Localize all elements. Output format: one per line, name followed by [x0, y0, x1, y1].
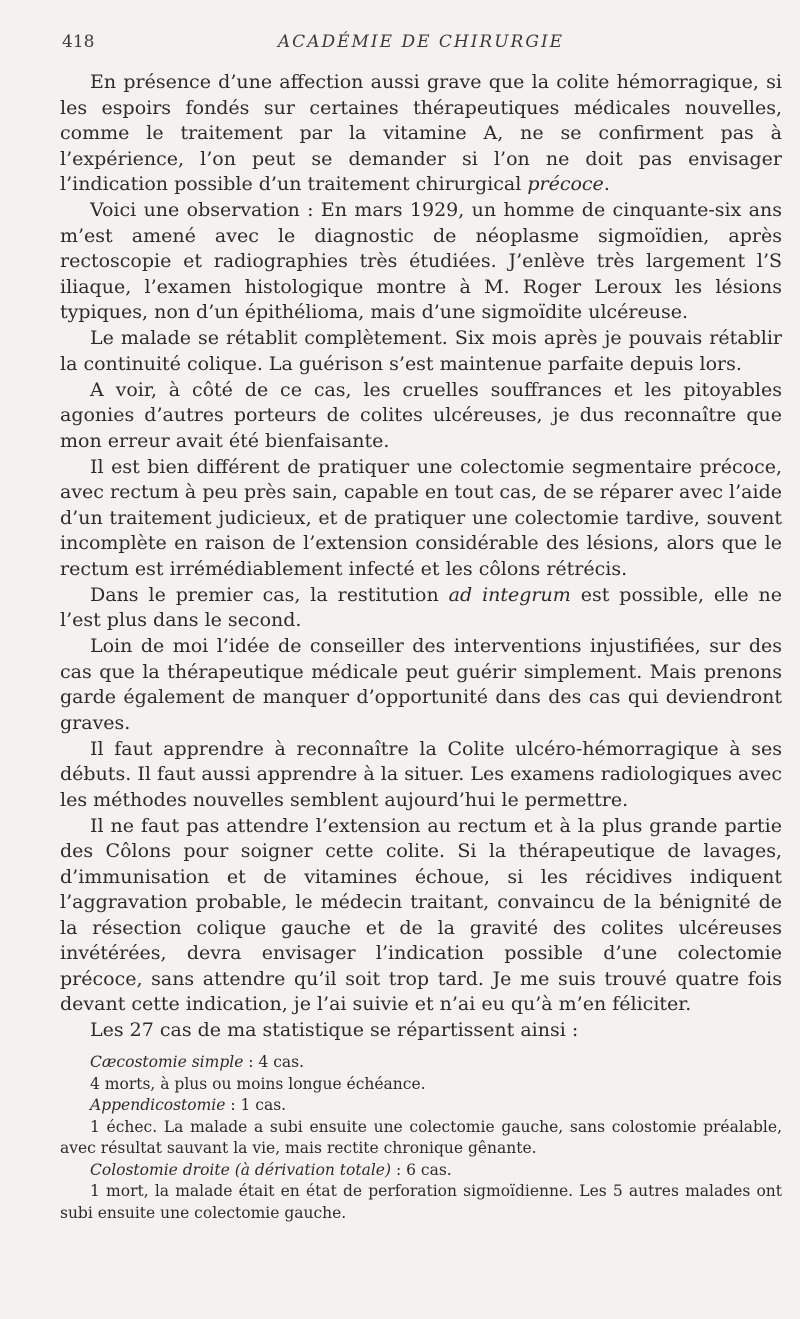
paragraph: Loin de moi l’idée de conseiller des interventions injustifiées, sur des cas que la thérapeutique médicale peut guérir simplement. Mais prenons garde également de manquer d’opportunité dans des cas qui deviendront graves. [60, 635, 782, 734]
case-detail: 1 échec. La malade a subi ensuite une colectomie gauche, sans colostomie préalable, avec résultat sauvant la vie, mais rectite chronique gênante. [60, 1117, 782, 1157]
case-heading: Cæcostomie simple : 4 cas. [90, 1053, 305, 1071]
page-number: 418 [62, 32, 95, 52]
paragraph: A voir, à côté de ce cas, les cruelles souffrances et les pitoyables agonies d’autres porteurs de colites ulcéreuses, je dus reconnaître que mon erreur avait été bienfaisante. [60, 378, 782, 452]
case-heading: Appendicostomie : 1 cas. [90, 1096, 287, 1114]
paragraph: Voici une observation : En mars 1929, un homme de cinquante-six ans m’est amené avec le diagnostic de néoplasme sigmoïdien, après rectoscopie et radiographies très étudiées. J’enlève très largement l’S iliaque, l’examen histologique montre à M. Roger Leroux les lésions typiques, non d’un épithélioma, mais d’une sigmoïdite ulcéreuse. [60, 199, 782, 323]
page-header [60, 30, 782, 60]
body-text [60, 70, 782, 1044]
case-detail: 4 morts, à plus ou moins longue échéance. [90, 1074, 426, 1093]
paragraph: En présence d’une affection aussi grave que la colite hémorragique, si les espoirs fondés sur certaines thérapeutiques médicales nouvelles, comme le traitement par la vitamine A, ne se confirment pas à l’expérience, l’on peut se demander si l’on ne doit pas envisager l’indication possible d’un traitement chirurgical précoce. [60, 71, 782, 195]
running-title: ACADÉMIE DE CHIRURGIE [277, 32, 565, 52]
paragraph: Le malade se rétablit complètement. Six mois après je pouvais rétablir la continuité colique. La guérison s’est maintenue parfaite depuis lors. [60, 327, 782, 375]
paragraph: Dans le premier cas, la restitution ad integrum est possible, elle ne l’est plus dans le second. [60, 583, 782, 631]
case-statistics [60, 1052, 782, 1224]
paragraph: Il ne faut pas attendre l’extension au rectum et à la plus grande partie des Côlons pour soigner cette colite. Si la thérapeutique de lavages, d’immunisation et de vitamines échoue, si les récidives indiquent l’aggravation probable, le médecin traitant, convaincu de la bénignité de la résection colique gauche et de la gravité des colites ulcéreuses invétérées, devra envisager l’indication possible d’une colectomie précoce, sans attendre qu’il soit trop tard. Je me suis trouvé quatre fois devant cette indication, je l’ai suivie et n’ai eu qu’à m’en féliciter. [60, 814, 782, 1015]
paragraph: Les 27 cas de ma statistique se répartissent ainsi : [90, 1019, 579, 1041]
case-heading: Colostomie droite (à dérivation totale) : 6 cas. [90, 1160, 452, 1179]
paragraph: Il est bien différent de pratiquer une colectomie segmentaire précoce, avec rectum à peu près sain, capable en tout cas, de se réparer avec l’aide d’un traitement judicieux, et de pratiquer une colectomie tardive, souvent incomplète en raison de l’extension considérable des lésions, alors que le rectum est irrémédiablement infecté et les côlons rétrécis. [60, 455, 782, 580]
case-detail: 1 mort, la malade était en état de perforation sigmoïdienne. Les 5 autres malades ont subi ensuite une colectomie gauche. [60, 1182, 782, 1222]
paragraph: Il faut apprendre à reconnaître la Colite ulcéro-hémorragique à ses débuts. Il faut aussi apprendre à la situer. Les examens radiologiques avec les méthodes nouvelles semblent aujourd’hui le permettre. [60, 737, 782, 811]
